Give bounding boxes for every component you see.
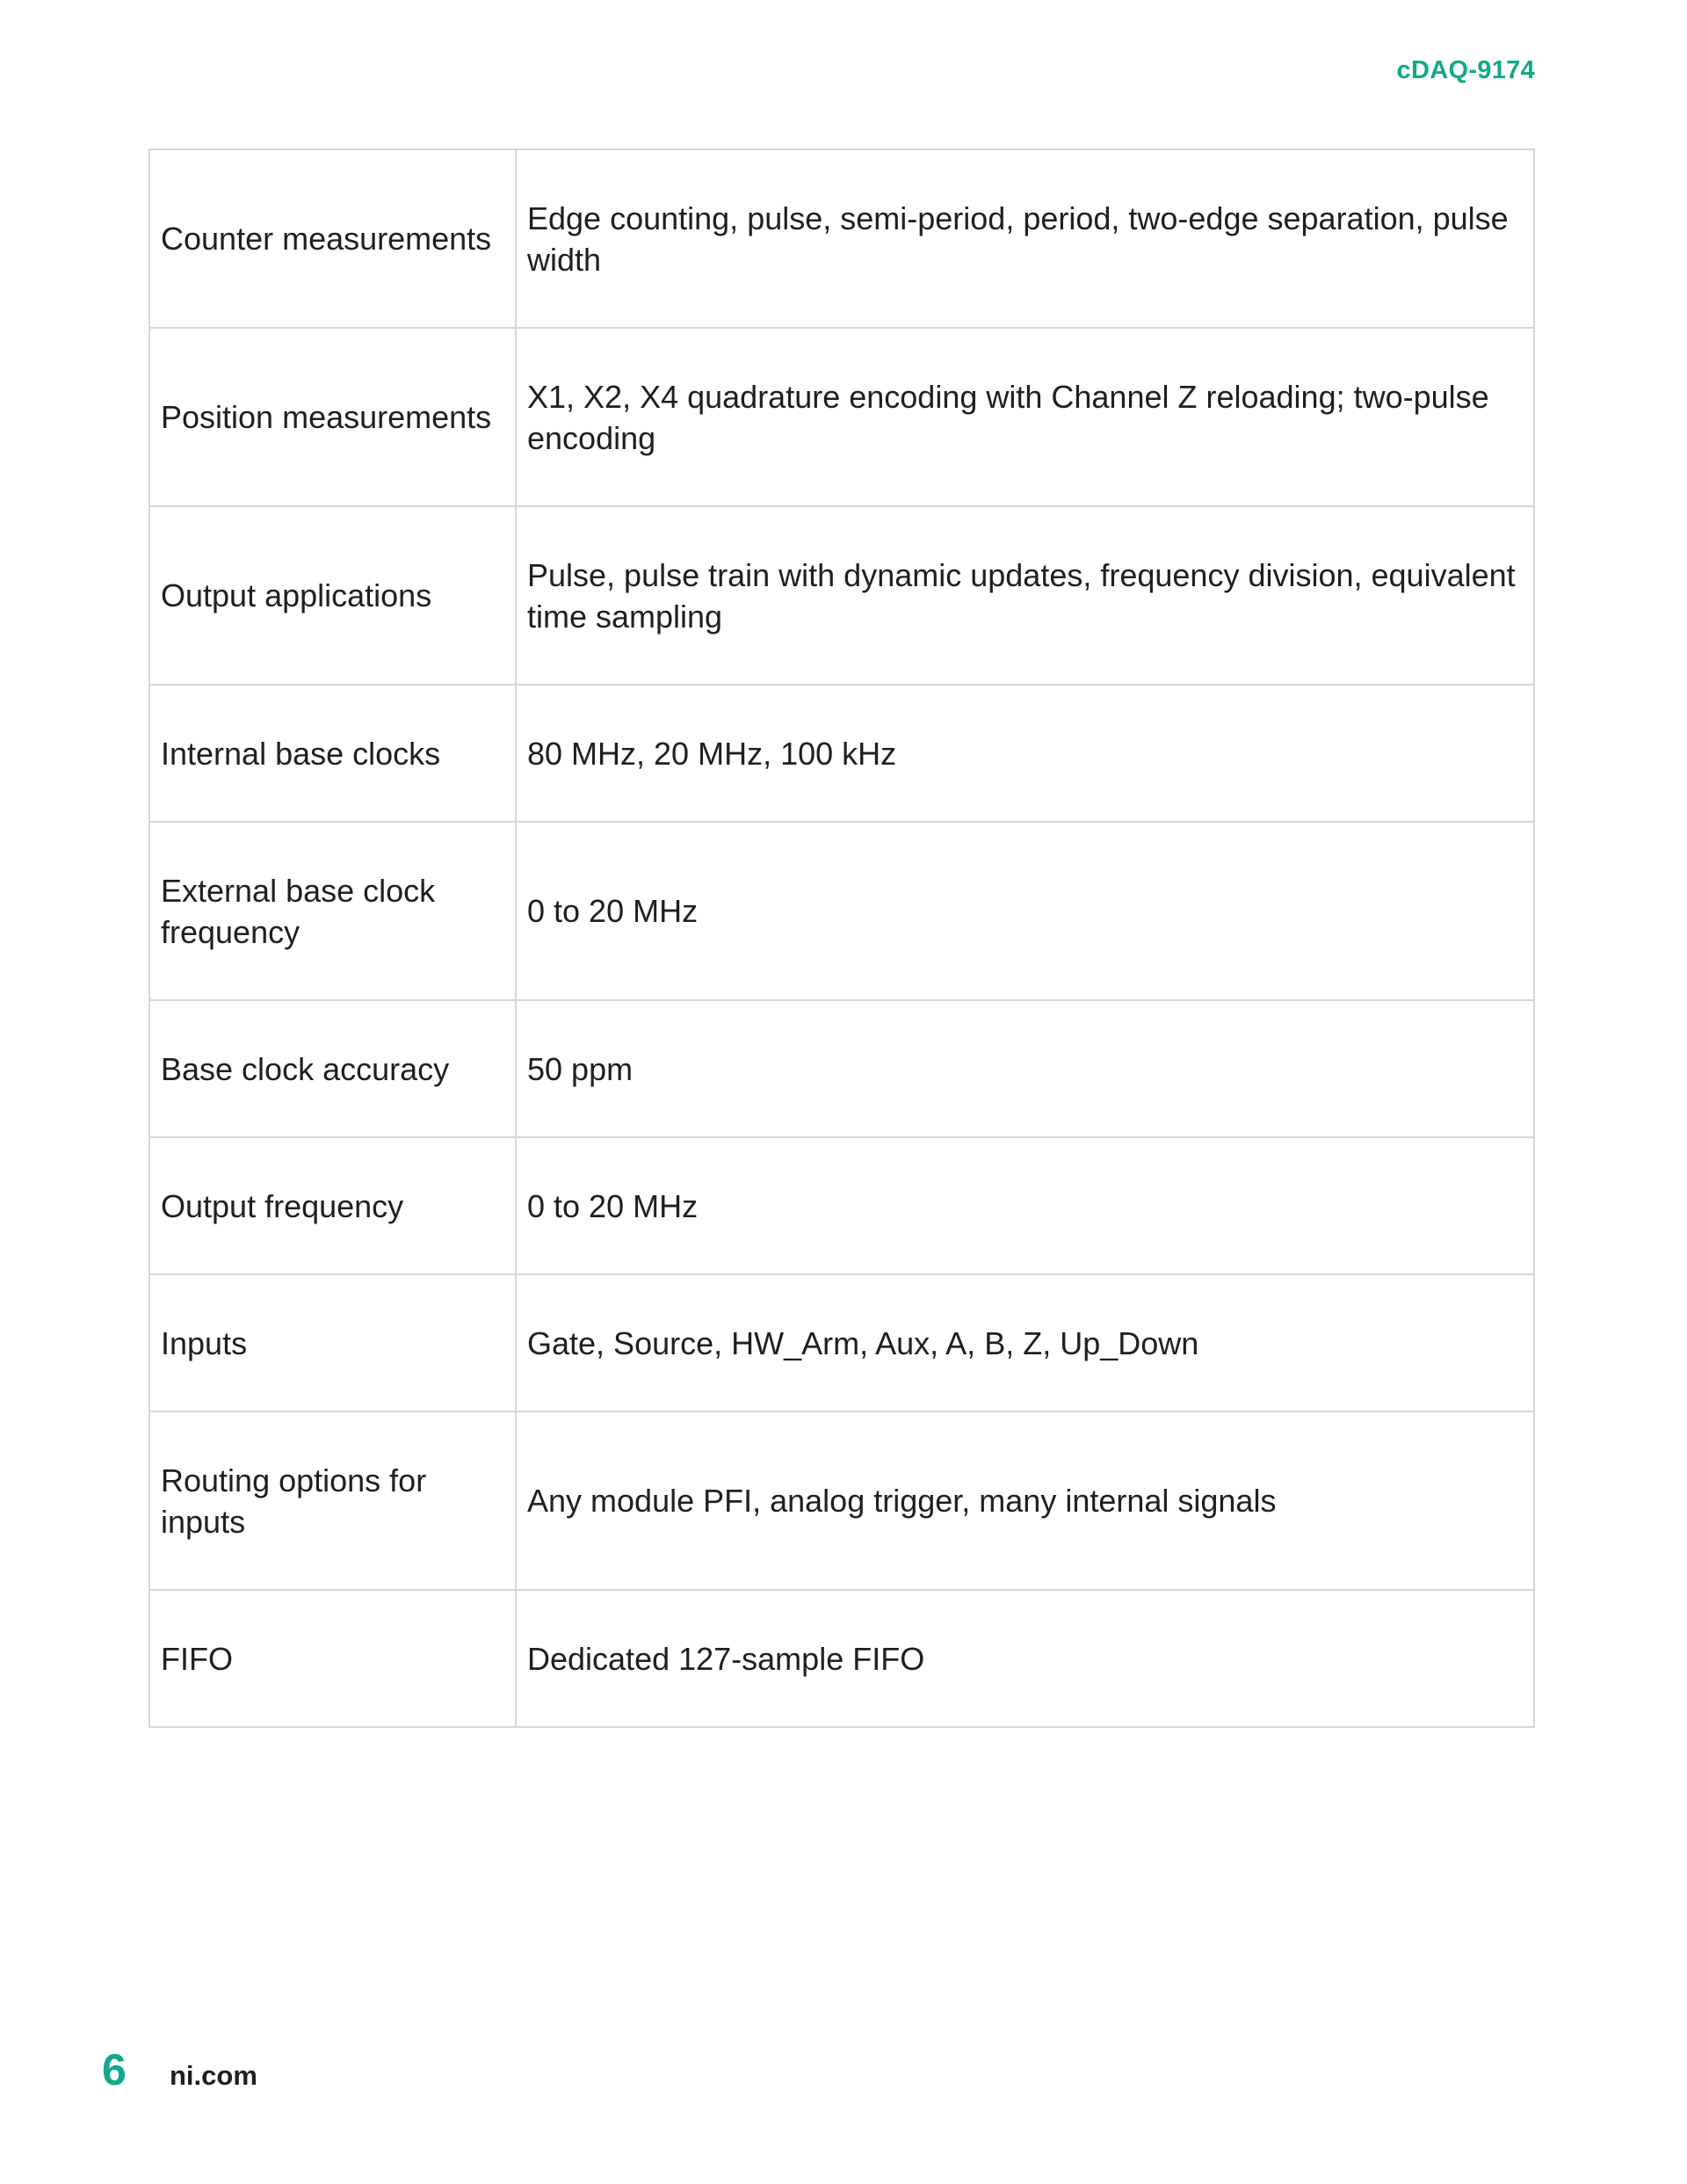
spec-value: 0 to 20 MHz <box>516 822 1534 1000</box>
spec-label: Output applications <box>149 506 516 685</box>
spec-label: Routing options for inputs <box>149 1411 516 1590</box>
spec-label: FIFO <box>149 1590 516 1727</box>
table-row <box>149 149 1534 328</box>
page-number: 6 <box>102 2045 127 2094</box>
table-row <box>149 1274 1534 1411</box>
specifications-table <box>148 149 1535 1728</box>
table-row <box>149 1137 1534 1274</box>
spec-value: Pulse, pulse train with dynamic updates, frequency division, equivalent time sampling <box>516 506 1534 685</box>
spec-value: Gate, Source, HW_Arm, Aux, A, B, Z, Up_Down <box>516 1274 1534 1411</box>
table-row <box>149 1000 1534 1137</box>
spec-label: Inputs <box>149 1274 516 1411</box>
spec-value: Edge counting, pulse, semi-period, period, two-edge separation, pulse width <box>516 149 1534 328</box>
spec-value: 80 MHz, 20 MHz, 100 kHz <box>516 685 1534 822</box>
document-header-product: cDAQ-9174 <box>1396 56 1535 84</box>
spec-label: Counter measurements <box>149 149 516 328</box>
spec-label: External base clock frequency <box>149 822 516 1000</box>
table-row <box>149 506 1534 685</box>
spec-label: Output frequency <box>149 1137 516 1274</box>
spec-value: 0 to 20 MHz <box>516 1137 1534 1274</box>
spec-label: Position measurements <box>149 328 516 506</box>
spec-value: X1, X2, X4 quadrature encoding with Channel Z reloading; two-pulse encoding <box>516 328 1534 506</box>
table-row <box>149 328 1534 506</box>
spec-label: Base clock accuracy <box>149 1000 516 1137</box>
footer-site-link: ni.com <box>170 2060 257 2091</box>
table-row <box>149 685 1534 822</box>
spec-value: Dedicated 127-sample FIFO <box>516 1590 1534 1727</box>
table-row <box>149 1590 1534 1727</box>
table-row <box>149 1411 1534 1590</box>
spec-label: Internal base clocks <box>149 685 516 822</box>
table-row <box>149 822 1534 1000</box>
spec-value: 50 ppm <box>516 1000 1534 1137</box>
spec-value: Any module PFI, analog trigger, many internal signals <box>516 1411 1534 1590</box>
